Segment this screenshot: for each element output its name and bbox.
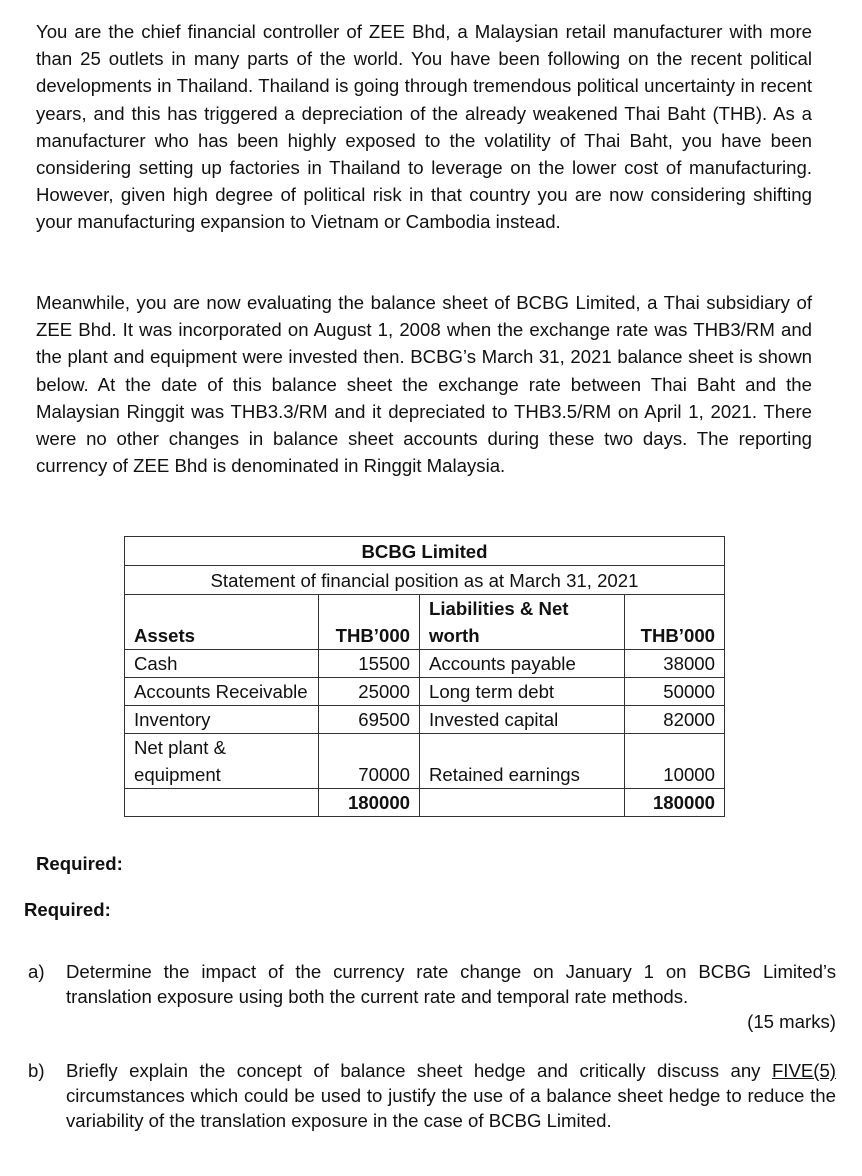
question-text-part: circumstances which could be used to justify the use of a balance sheet hedge to reduce the variability of the translation exposure in the case of BCBG Limited. [66, 1085, 836, 1131]
header-assets: Assets [125, 595, 319, 650]
asset-value: 70000 [319, 734, 420, 789]
table-title: BCBG Limited [125, 537, 725, 566]
question-b [28, 1058, 836, 1133]
header-assets-unit: THB’000 [319, 595, 420, 650]
liability-label: Invested capital [420, 706, 625, 734]
asset-label: Net plant & equipment [125, 734, 319, 789]
emphasis-count: FIVE(5) [771, 1060, 836, 1081]
total-spacer [420, 789, 625, 817]
liability-value: 82000 [625, 706, 725, 734]
table-row [125, 650, 725, 678]
liability-value: 10000 [625, 734, 725, 789]
table-total-row [125, 789, 725, 817]
question-label: b) [28, 1060, 45, 1081]
table-row [125, 706, 725, 734]
required-heading: Required: [24, 899, 111, 920]
table-row [125, 678, 725, 706]
liability-value: 38000 [625, 650, 725, 678]
question-label: a) [28, 961, 45, 982]
asset-value: 25000 [319, 678, 420, 706]
table-subtitle: Statement of financial position as at March 31, 2021 [125, 566, 725, 595]
asset-label: Accounts Receivable [125, 678, 319, 706]
total-liabilities: 180000 [625, 789, 725, 817]
question-marks: (15 marks) [747, 1011, 836, 1032]
question-text-part: Briefly explain the concept of balance sheet hedge and critically discuss any [66, 1060, 772, 1081]
header-liabilities: Liabilities & Net worth [420, 595, 625, 650]
question-text: Determine the impact of the currency rate change on January 1 on BCBG Limited’s translation exposure using both the current rate and temporal rate methods. [66, 961, 836, 1007]
intro-paragraph-2: Meanwhile, you are now evaluating the balance sheet of BCBG Limited, a Thai subsidiary of ZEE Bhd. It was incorporated on August 1, 2008 when the exchange rate was THB3/RM and the plant and equipment were invested then. BCBG’s March 31, 2021 balance sheet is shown below. At the date of this balance sheet the exchange rate between Thai Baht and the Malaysian Ringgit was THB3.3/RM and it depreciated to THB3.5/RM on April 1, 2021. There were no other changes in balance sheet accounts during these two days. The reporting currency of ZEE Bhd is denominated in Ringgit Malaysia. [36, 292, 812, 477]
table-row [125, 734, 725, 789]
total-assets: 180000 [319, 789, 420, 817]
liability-label: Retained earnings [420, 734, 625, 789]
liability-label: Long term debt [420, 678, 625, 706]
asset-value: 69500 [319, 706, 420, 734]
question-a [28, 959, 836, 1034]
asset-label: Cash [125, 650, 319, 678]
intro-paragraph-1: You are the chief financial controller of ZEE Bhd, a Malaysian retail manufacturer with more than 25 outlets in many parts of the world. You have been following on the recent political developments in Thailand. Thailand is going through tremendous political uncertainty in recent years, and this has triggered a depreciation of the already weakened Thai Baht (THB). As a manufacturer who has been highly exposed to the volatility of Thai Baht, you have been considering setting up factories in Thailand to leverage on the lower cost of manufacturing. However, given high degree of political risk in that country you are now considering shifting your manufacturing expansion to Vietnam or Cambodia instead. [36, 21, 812, 233]
required-heading: Required: [36, 853, 123, 874]
total-spacer [125, 789, 319, 817]
question-text [66, 1058, 836, 1133]
liability-value: 50000 [625, 678, 725, 706]
header-liabilities-unit: THB’000 [625, 595, 725, 650]
balance-sheet-table [124, 536, 725, 817]
asset-label: Inventory [125, 706, 319, 734]
table-header-row [125, 595, 725, 650]
liability-label: Accounts payable [420, 650, 625, 678]
asset-value: 15500 [319, 650, 420, 678]
